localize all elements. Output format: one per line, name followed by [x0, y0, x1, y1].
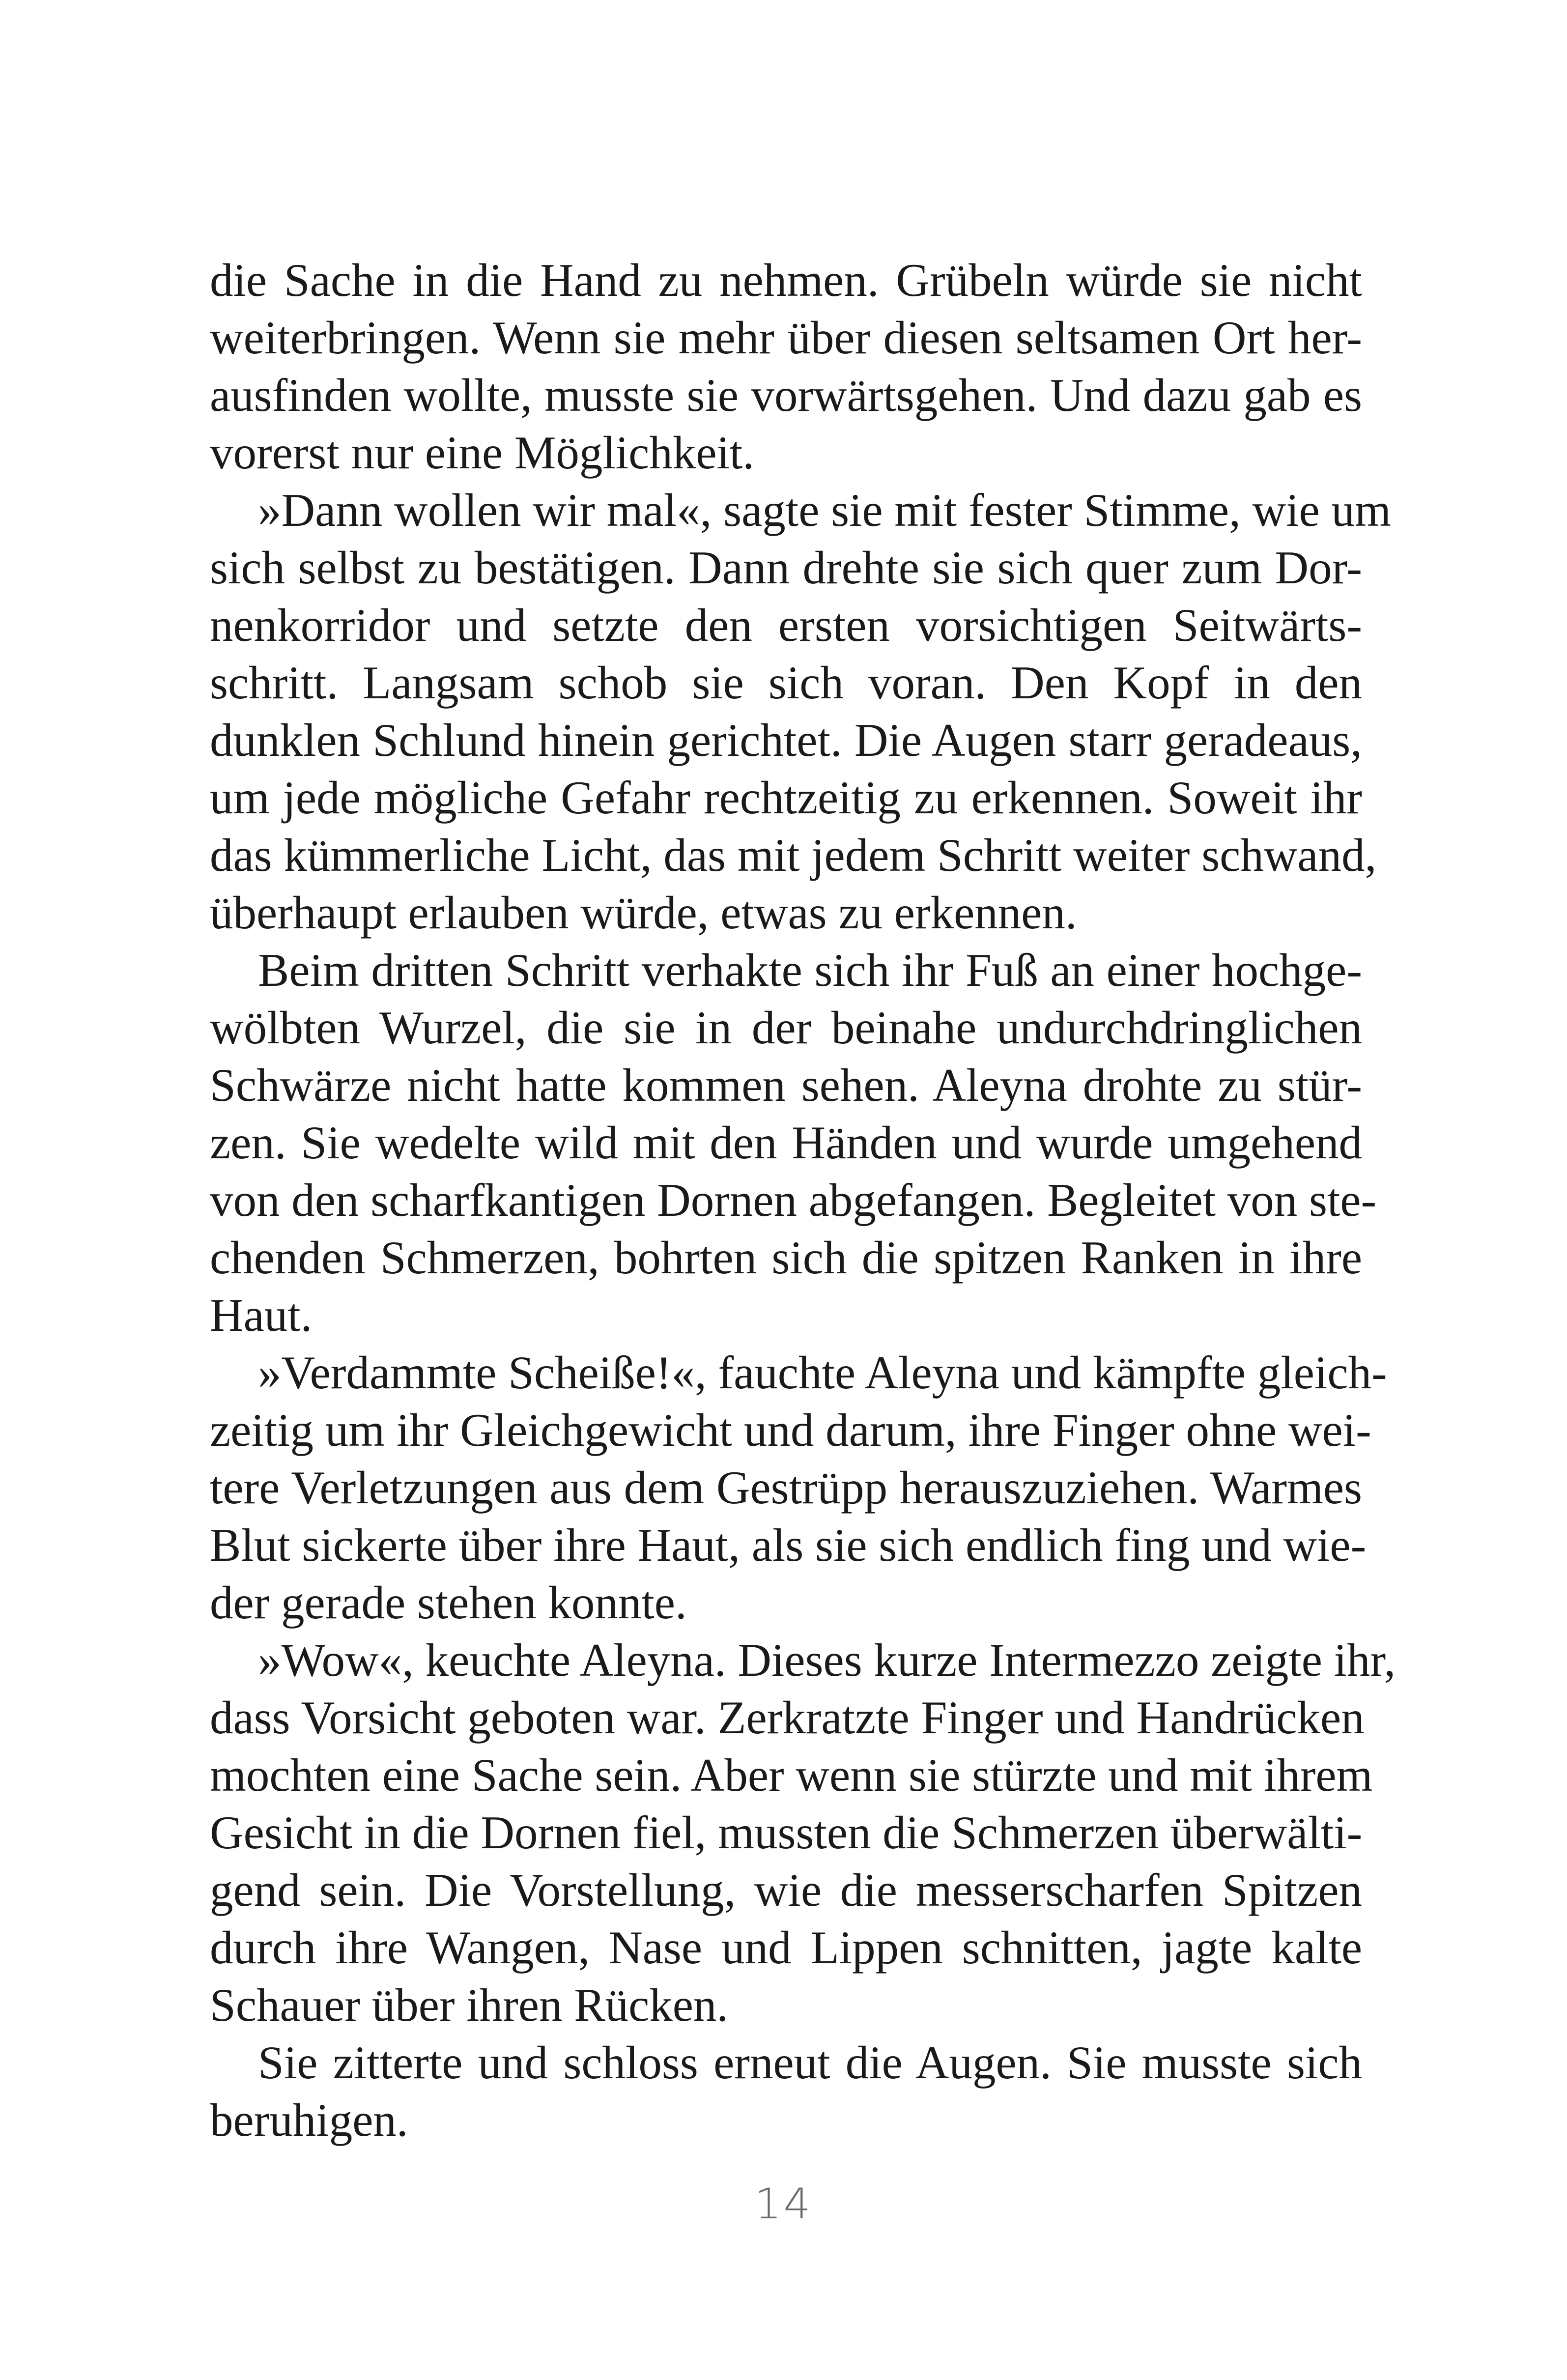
- text-line: chenden Schmerzen, bohrten sich die spitzen Ranken in ihre: [210, 1232, 1362, 1284]
- text-line: zen. Sie wedelte wild mit den Händen und wurde umgehend: [210, 1117, 1362, 1169]
- text-line: dass Vorsicht geboten war. Zerkratzte Finger und Handrücken: [210, 1692, 1365, 1744]
- page-number: 14: [754, 2179, 813, 2229]
- text-line: Schauer über ihren Rücken.: [210, 1979, 729, 2031]
- text-line: Gesicht in die Dornen fiel, mussten die Schmerzen überwälti-: [210, 1807, 1363, 1859]
- text-line: überhaupt erlauben würde, etwas zu erkennen.: [210, 887, 1077, 939]
- text-line: »Dann wollen wir mal«, sagte sie mit fester Stimme, wie um: [258, 484, 1391, 536]
- text-line: zeitig um ihr Gleichgewicht und darum, ihre Finger ohne wei-: [210, 1404, 1371, 1456]
- text-line: »Verdammte Scheiße!«, fauchte Aleyna und kämpfte gleich-: [258, 1347, 1387, 1399]
- text-line: dunklen Schlund hinein gerichtet. Die Augen starr geradeaus,: [210, 714, 1362, 766]
- text-line: beruhigen.: [210, 2094, 408, 2146]
- text-line: weiterbringen. Wenn sie mehr über diesen seltsamen Ort her-: [210, 312, 1362, 364]
- text-line: wölbten Wurzel, die sie in der beinahe undurchdringlichen: [210, 1002, 1362, 1054]
- text-line: nenkorridor und setzte den ersten vorsichtigen Seitwärts-: [210, 599, 1362, 651]
- text-line: um jede mögliche Gefahr rechtzeitig zu erkennen. Soweit ihr: [210, 772, 1362, 824]
- text-line: durch ihre Wangen, Nase und Lippen schnitten, jagte kalte: [210, 1921, 1362, 1974]
- text-line: mochten eine Sache sein. Aber wenn sie stürzte und mit ihrem: [210, 1749, 1373, 1801]
- text-line: Beim dritten Schritt verhakte sich ihr Fuß an einer hochge-: [258, 944, 1362, 996]
- text-line: tere Verletzungen aus dem Gestrüpp herauszuziehen. Warmes: [210, 1462, 1362, 1514]
- text-line: »Wow«, keuchte Aleyna. Dieses kurze Intermezzo zeigte ihr,: [258, 1634, 1396, 1686]
- text-line: vorerst nur eine Möglichkeit.: [210, 427, 755, 479]
- text-line: Blut sickerte über ihre Haut, als sie sich endlich fing und wie-: [210, 1519, 1367, 1571]
- text-line: Sie zitterte und schloss erneut die Augen. Sie musste sich: [258, 2036, 1362, 2089]
- text-line: gend sein. Die Vorstellung, wie die messerscharfen Spitzen: [210, 1864, 1362, 1916]
- text-line: ausfinden wollte, musste sie vorwärtsgehen. Und dazu gab es: [210, 369, 1362, 421]
- text-line: das kümmerliche Licht, das mit jedem Schritt weiter schwand,: [210, 829, 1377, 881]
- text-line: die Sache in die Hand zu nehmen. Grübeln würde sie nicht: [210, 254, 1362, 306]
- text-line: von den scharfkantigen Dornen abgefangen. Begleitet von ste-: [210, 1174, 1377, 1226]
- text-line: schritt. Langsam schob sie sich voran. Den Kopf in den: [210, 657, 1362, 709]
- text-line: sich selbst zu bestätigen. Dann drehte sie sich quer zum Dor-: [210, 542, 1362, 594]
- text-line: Haut.: [210, 1289, 313, 1341]
- text-line: der gerade stehen konnte.: [210, 1577, 687, 1629]
- text-line: Schwärze nicht hatte kommen sehen. Aleyna drohte zu stür-: [210, 1059, 1362, 1111]
